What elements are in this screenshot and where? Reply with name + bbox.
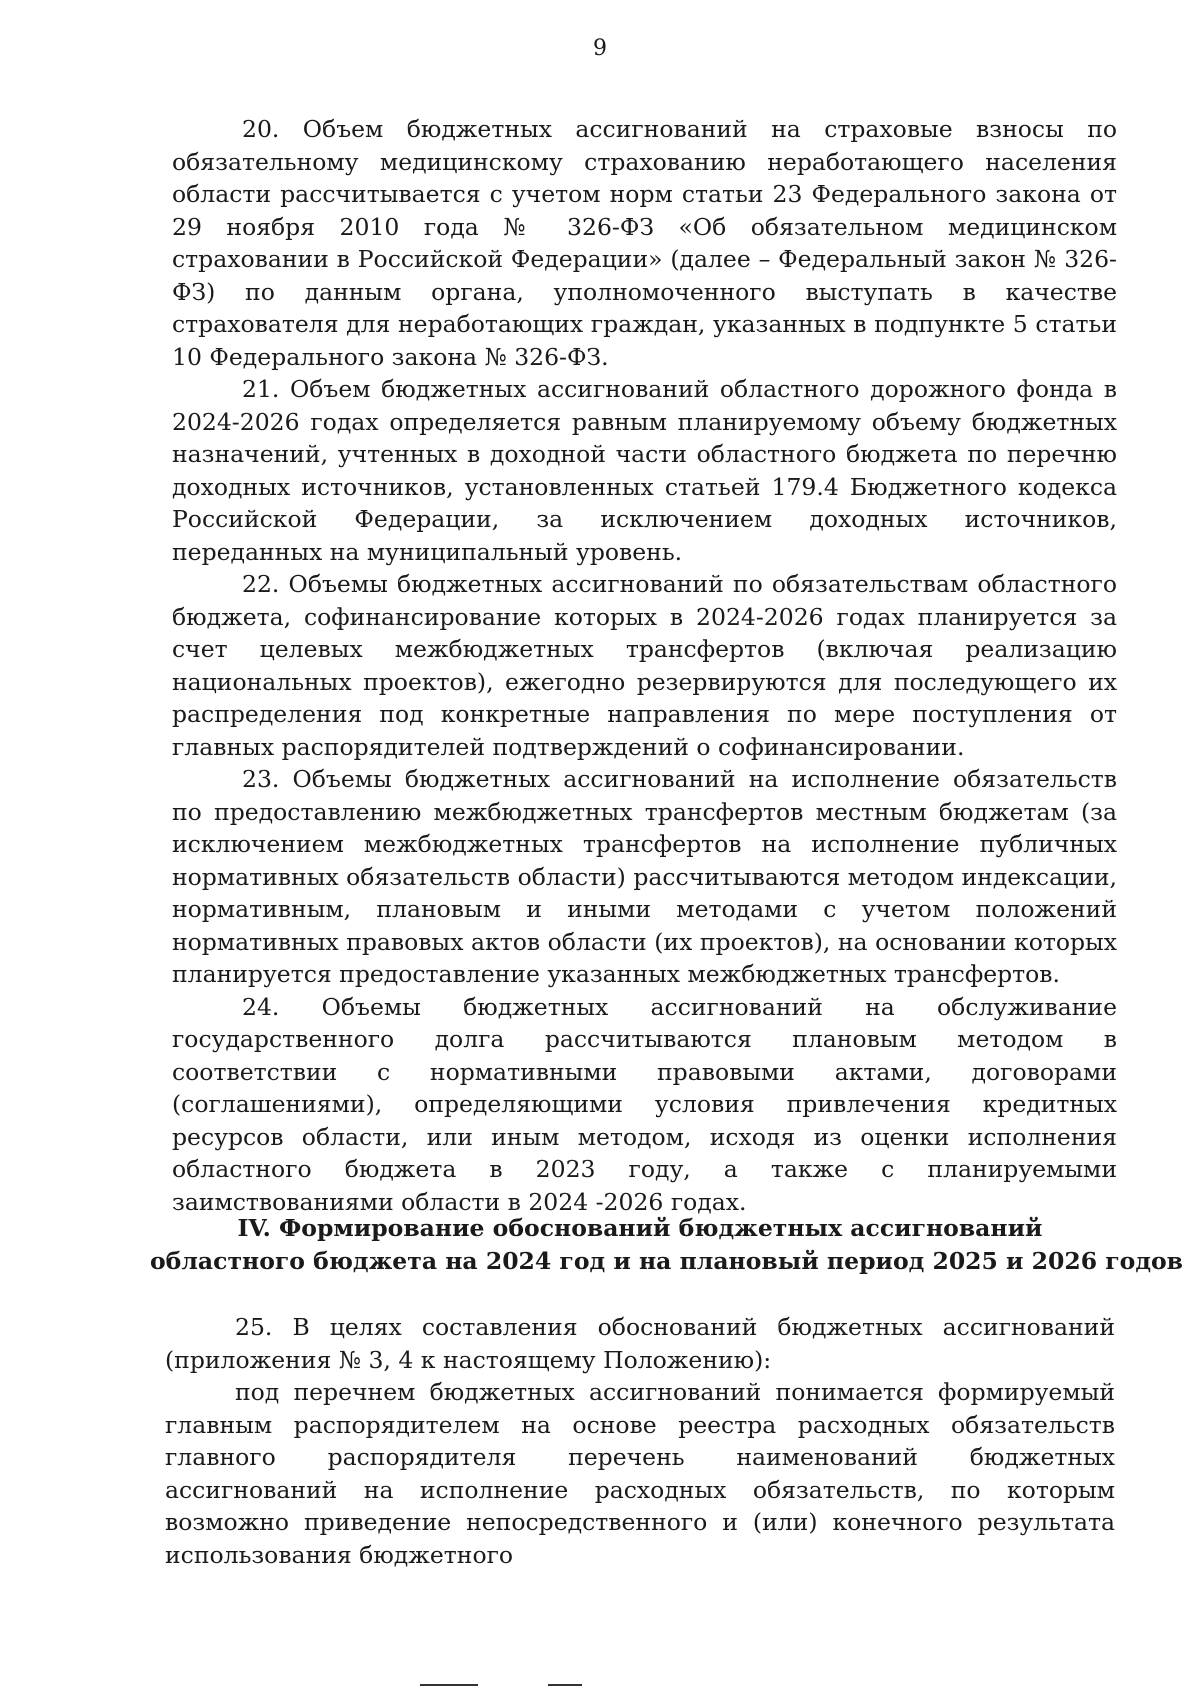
- paragraph-20: 20. Объем бюджетных ассигнований на страховые взносы по обязательному медицинскому страхованию неработающего населения области рассчитывается с учетом норм статьи 23 Федерального закона от 29 ноября 2010 года № 326-ФЗ «Об обязательном медицинском страховании в Российской Федерации» (далее – Федеральный закон № 326-ФЗ) по данным органа, уполномоченного выступать в качестве страхователя для неработающих граждан, указанных в подпункте 5 статьи 10 Федерального закона № 326-ФЗ.: [172, 115, 1117, 371]
- section-heading-line-2: областного бюджета на 2024 год и на плановый период 2025 и 2026 годов: [150, 1247, 1183, 1275]
- paragraph-25: 25. В целях составления обоснований бюджетных ассигнований (приложения № 3, 4 к настоящему Положению):: [165, 1313, 1115, 1374]
- section-heading: [150, 1212, 1183, 1278]
- section-heading-line-1: IV. Формирование обоснований бюджетных ассигнований: [237, 1214, 1043, 1242]
- paragraph-23: 23. Объемы бюджетных ассигнований на исполнение обязательств по предоставлению межбюджетных трансфертов местным бюджетам (за исключением межбюджетных трансфертов на исполнение публичных нормативных обязательств области) рассчитываются методом индексации, нормативным, плановым и иными методами с учетом положений нормативных правовых актов области (их проектов), на основании которых планируется предоставление указанных межбюджетных трансфертов.: [172, 765, 1117, 988]
- body-text-upper: [172, 113, 1117, 1218]
- paragraph-25-definition: под перечнем бюджетных ассигнований понимается формируемый главным распорядителем на основе реестра расходных обязательств главного распорядителя перечень наименований бюджетных ассигнований на исполнение расходных обязательств, по которым возможно приведение непосредственного и (или) конечного результата использования бюджетного: [165, 1378, 1115, 1569]
- paragraph-24: 24. Объемы бюджетных ассигнований на обслуживание государственного долга рассчитываются плановым методом в соответствии с нормативными правовыми актами, договорами (соглашениями), определяющими условия привлечения кредитных ресурсов области, или иным методом, исходя из оценки исполнения областного бюджета в 2023 году, а также с планируемыми заимствованиями области в 2024 -2026 годах.: [172, 992, 1117, 1216]
- body-text-lower: [165, 1311, 1115, 1571]
- footer-rule-left: [420, 1684, 478, 1686]
- page-number: 9: [593, 36, 607, 61]
- paragraph-22: 22. Объемы бюджетных ассигнований по обязательствам областного бюджета, софинансирование которых в 2024-2026 годах планируется за счет целевых межбюджетных трансфертов (включая реализацию национальных проектов), ежегодно резервируются для последующего их распределения под конкретные направления по мере поступления от главных распорядителей подтверждений о софинансировании.: [172, 570, 1117, 761]
- footer-rule-right: [548, 1684, 582, 1686]
- paragraph-21: 21. Объем бюджетных ассигнований областного дорожного фонда в 2024-2026 годах определяется равным планируемому объему бюджетных назначений, учтенных в доходной части областного бюджета по перечню доходных источников, установленных статьей 179.4 Бюджетного кодекса Российской Федерации, за исключением доходных источников, переданных на муниципальный уровень.: [172, 375, 1117, 566]
